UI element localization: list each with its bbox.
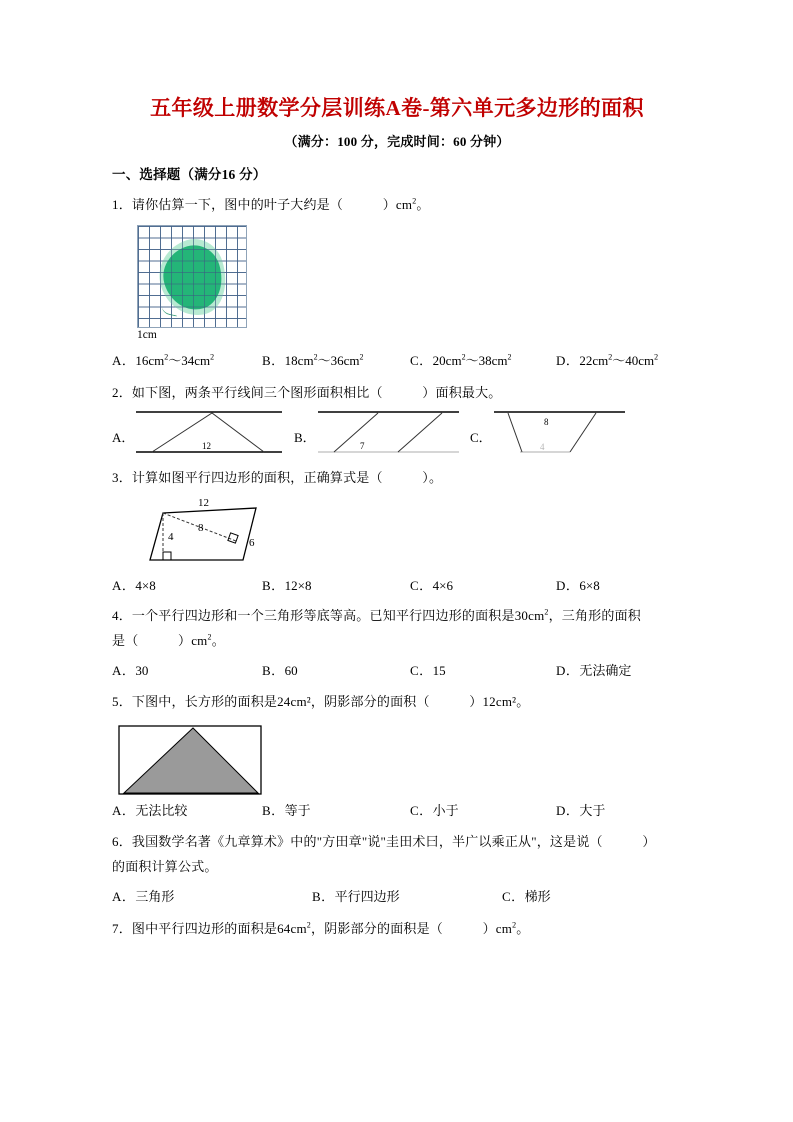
question-6-options <box>112 886 682 906</box>
shape-label-c: C． <box>470 430 492 446</box>
parallelogram-side-label: 6 <box>249 537 255 550</box>
question-2-stem <box>112 380 682 405</box>
option-5-c[interactable]: C．小于 <box>410 803 459 819</box>
section-heading: 一、选择题（满分16 分） <box>112 167 267 183</box>
option-5-b[interactable]: B．等于 <box>262 803 311 819</box>
option-1-d[interactable]: D．$22cm^2\sim 40cm^2$ <box>556 352 659 369</box>
question-6-stem-line2 <box>112 854 682 879</box>
question-5-text: 下图中，长方形的面积是24cm²，阴影部分的面积（ ）12cm²。 <box>131 694 530 710</box>
question-2-figure <box>112 409 682 457</box>
parallelogram-height-label: 4 <box>168 531 174 544</box>
shape-b-base-label: 7 <box>360 441 365 452</box>
question-7-stem: 7．图中平行四边形的面积是$64cm^2$，阴影部分的面积是（ ）$cm^2$。 <box>112 920 530 937</box>
question-3-text: 计算如图平行四边形的面积，正确算式是（ ）。 <box>131 470 443 486</box>
question-4-stem-line2: 是（ ）$cm^2$。 <box>112 632 225 649</box>
option-6-c[interactable]: C．梯形 <box>502 889 551 905</box>
shape-trapezoid-between-parallels <box>492 409 627 455</box>
shape-parallelogram-between-parallels <box>316 409 461 455</box>
question-6-number: 6． <box>112 834 132 850</box>
parallelogram-top-label: 12 <box>198 497 209 510</box>
question-3-options <box>112 575 682 595</box>
shape-c-bottom-label: 4 <box>540 442 545 453</box>
question-4-text-2: 是（ ）cm <box>112 633 208 649</box>
question-1-tail: 。 <box>416 197 430 213</box>
option-3-a[interactable]: A．4×8 <box>112 578 156 594</box>
option-4-a[interactable]: A．30 <box>112 663 149 679</box>
shape-label-b: B． <box>294 430 316 446</box>
question-4-text-1: 一个平行四边形和一个三角形等底等高。已知平行四边形的面积是30cm <box>131 608 545 624</box>
grid-unit-label: 1cm <box>137 329 157 342</box>
question-7-number: 7． <box>112 921 132 937</box>
question-2-text: 如下图，两条平行线间三个图形面积相比（ ）面积最大。 <box>131 385 502 401</box>
question-4-stem-line1: 4．一个平行四边形和一个三角形等底等高。已知平行四边形的面积是$30cm^2$，三角形的面积 <box>112 607 641 624</box>
question-1-stem <box>112 192 682 217</box>
rectangle-with-shaded-triangle <box>118 722 278 798</box>
question-7-text: 图中平行四边形的面积是64cm <box>131 921 307 937</box>
option-5-d[interactable]: D．大于 <box>556 803 606 819</box>
question-5-stem <box>112 689 682 714</box>
shape-a-base-label: 12 <box>202 441 211 452</box>
question-6-text-1: 我国数学名著《九章算术》中的"方田章"说"圭田术曰，半广以乘正从"，这是说（ ） <box>131 834 656 850</box>
question-5-figure <box>118 722 682 798</box>
question-5-options <box>112 800 682 820</box>
option-3-d[interactable]: D．6×8 <box>556 578 600 594</box>
option-1-b[interactable]: B．$18cm^2\sim 36cm^2$ <box>262 352 364 369</box>
question-2-number: 2． <box>112 385 132 401</box>
question-1-text: 请你估算一下，图中的叶子大约是（ ）cm <box>131 197 413 213</box>
option-6-a[interactable]: A．三角形 <box>112 889 175 905</box>
question-1-figure <box>137 225 249 342</box>
option-1-a[interactable]: A．$16cm^2\sim 34cm^2$ <box>112 352 215 369</box>
shape-triangle-between-parallels <box>134 409 284 455</box>
question-1-unit-sup: 2 <box>412 196 417 206</box>
worksheet-page <box>112 0 682 941</box>
page-subtitle: （满分：100 分，完成时间：60 分钟） <box>284 134 510 150</box>
page-title: 五年级上册数学分层训练A卷-第六单元多边形的面积 <box>150 96 644 120</box>
option-3-c[interactable]: C．4×6 <box>410 578 454 594</box>
shape-c-top-label: 8 <box>544 417 549 428</box>
parallelogram-slant-label: 8 <box>198 522 204 535</box>
option-6-b[interactable]: B．平行四边形 <box>312 889 400 905</box>
option-4-c[interactable]: C．15 <box>410 663 446 679</box>
option-4-d[interactable]: D．无法确定 <box>556 663 632 679</box>
shape-label-a: A． <box>112 430 135 446</box>
question-4-number: 4． <box>112 608 132 624</box>
parallelogram-with-height-marks <box>130 496 270 566</box>
question-1-number: 1． <box>112 197 132 213</box>
question-6-text-2: 的面积计算公式。 <box>112 859 218 875</box>
question-6-stem-line1 <box>112 829 682 854</box>
leaf-stem-icon <box>161 303 179 317</box>
option-5-a[interactable]: A．无法比较 <box>112 803 188 819</box>
question-4-options <box>112 660 682 680</box>
option-1-c[interactable]: C．$20cm^2\sim 38cm^2$ <box>410 352 512 369</box>
option-3-b[interactable]: B．12×8 <box>262 578 312 594</box>
question-5-number: 5． <box>112 694 132 710</box>
question-3-stem <box>112 465 682 490</box>
option-4-b[interactable]: B．60 <box>262 663 298 679</box>
grid-paper <box>137 225 247 328</box>
question-1-options <box>112 350 682 370</box>
question-3-number: 3． <box>112 470 132 486</box>
question-3-figure <box>112 496 682 568</box>
